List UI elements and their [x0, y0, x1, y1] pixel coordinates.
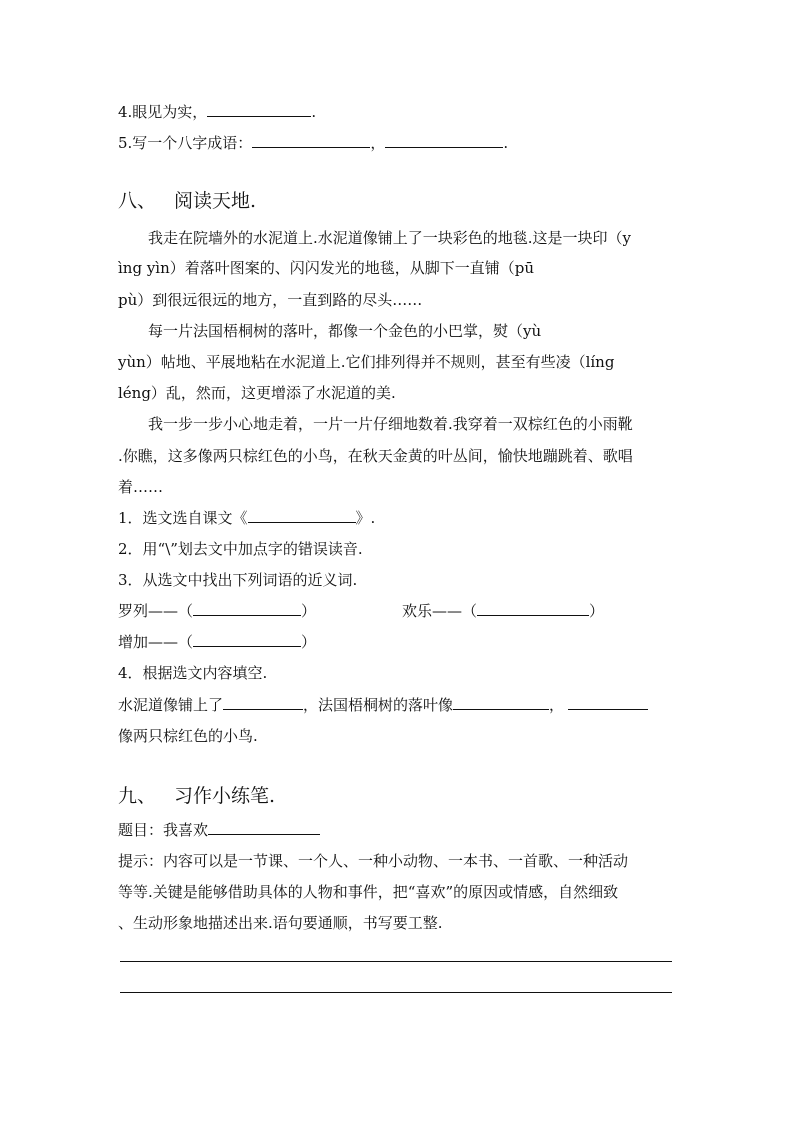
synonym-row: 罗列——（ ） 欢乐——（ ）: [118, 602, 605, 620]
answer-blank[interactable]: [207, 102, 311, 117]
passage-line: 着……: [118, 478, 164, 496]
essay-topic: 题目：我喜欢: [118, 820, 674, 840]
answer-blank[interactable]: [193, 601, 301, 616]
question-4: 4．根据选文内容填空.: [118, 664, 268, 682]
question-2: 2．用“\”划去文中加点字的错误读音.: [118, 540, 363, 558]
answer-blank[interactable]: [193, 632, 301, 647]
answer-blank[interactable]: [453, 695, 549, 710]
section-9-heading: 九、 习作小练笔.: [118, 785, 276, 807]
passage-line: 我一步一步小心地走着，一片一片仔细地数着.我穿着一双棕红色的小雨靴: [148, 415, 633, 433]
answer-blank[interactable]: [223, 695, 303, 710]
synonym-row: 增加——（ ）: [118, 633, 317, 651]
hint-line: 提示：内容可以是一节课、一个人、一种小动物、一本书、一首歌、一种活动: [118, 852, 629, 870]
question-3: 3．从选文中找出下列词语的近义词.: [118, 571, 358, 589]
answer-blank[interactable]: [385, 133, 503, 148]
answer-blank[interactable]: [477, 601, 589, 616]
writing-line[interactable]: [120, 992, 672, 993]
passage-line: yùn）帖地、平展地粘在水泥道上.它们排列得并不规则，甚至有些凌（líng: [118, 353, 615, 371]
question-5-idiom: 5.写一个八字成语： ， .: [118, 134, 509, 152]
fill-in-line: 水泥道像铺上了 ，法国梧桐树的落叶像 ，: [118, 695, 674, 715]
passage-line: pù）到很远很远的地方，一直到路的尽头……: [118, 291, 423, 309]
topic-blank[interactable]: [208, 820, 320, 835]
passage-line: léng）乱，然而，这更增添了水泥道的美.: [118, 384, 396, 402]
passage-line: 我走在院墙外的水泥道上.水泥道像铺上了一块彩色的地毯.这是一块印（y: [148, 229, 632, 247]
answer-blank[interactable]: [568, 695, 648, 710]
question-1: 1．选文选自课文《 》.: [118, 509, 376, 527]
passage-line: 每一片法国梧桐树的落叶，都像一个金色的小巴掌，熨（yù: [148, 322, 542, 340]
answer-blank[interactable]: [248, 508, 356, 523]
hint-line: 等等.关键是能够借助具体的人物和事件，把“喜欢”的原因或情感，自然细致: [118, 883, 619, 901]
passage-line: .你瞧，这多像两只棕红色的小鸟，在秋天金黄的叶丛间，愉快地蹦跳着、歌唱: [118, 447, 633, 465]
fill-in-line: 像两只棕红色的小鸟.: [118, 727, 258, 745]
question-4-eye-see: 4.眼见为实， .: [118, 103, 317, 121]
section-8-heading: 八、 阅读天地.: [118, 190, 257, 212]
passage-line: ìng yìn）着落叶图案的、闪闪发光的地毯，从脚下一直铺（pū: [118, 259, 535, 277]
answer-blank[interactable]: [252, 133, 370, 148]
writing-line[interactable]: [120, 961, 672, 962]
hint-line: 、生动形象地描述出来.语句要通顺，书写要工整.: [118, 914, 443, 932]
